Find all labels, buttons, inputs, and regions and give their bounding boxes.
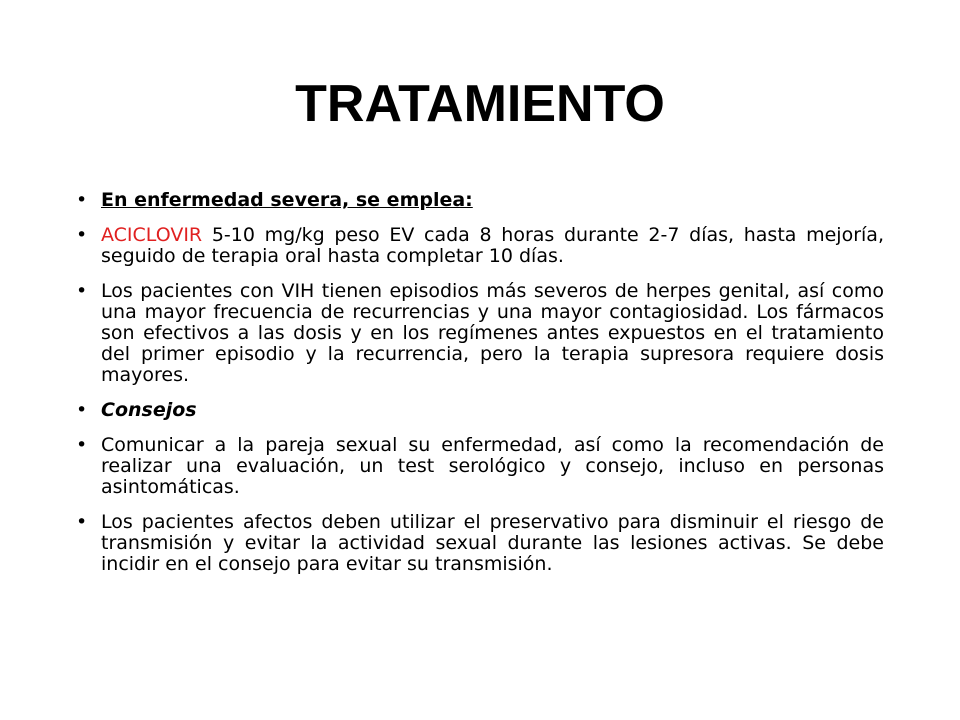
bullet-dot-icon: • [76,280,88,302]
bullet-text: Comunicar a la pareja sexual su enfermedad, así como la recomendación de realizar una evaluación, un test serológico y consejo, incluso en personas asintomáticas. [101,434,884,498]
bullet-text: En enfermedad severa, se emplea: [101,189,473,211]
bullet-text: Los pacientes con VIH tienen episodios más severos de herpes genital, así como una mayor frecuencia de recurrencias y una mayor contagiosidad. Los fármacos son efectivos a las dosis y en los regímenes antes expuestos en el tratamiento del primer episodio y la recurrencia, pero la terapia supresora requiere dosis mayores. [101,280,884,386]
bullet-dot-icon: • [76,224,88,246]
list-item [76,281,884,386]
list-item [76,190,884,211]
bullet-text: Los pacientes afectos deben utilizar el preservativo para disminuir el riesgo de transmisión y evitar la actividad sexual durante las lesiones activas. Se debe incidir en el consejo para evitar su transmisión. [101,511,884,575]
list-item [76,400,884,421]
bullet-list [76,190,884,589]
bullet-dot-icon: • [76,511,88,533]
list-item [76,512,884,575]
bullet-dot-icon: • [76,434,88,456]
list-item [76,225,884,267]
bullet-text: Consejos [101,399,197,421]
bullet-text: 5-10 mg/kg peso EV cada 8 horas durante 2-7 días, hasta mejoría, seguido de terapia oral hasta completar 10 días. [101,224,884,267]
slide-title: TRATAMIENTO [295,75,665,133]
drug-name: ACICLOVIR [101,224,203,246]
bullet-dot-icon: • [76,399,88,421]
bullet-dot-icon: • [76,189,88,211]
list-item [76,435,884,498]
